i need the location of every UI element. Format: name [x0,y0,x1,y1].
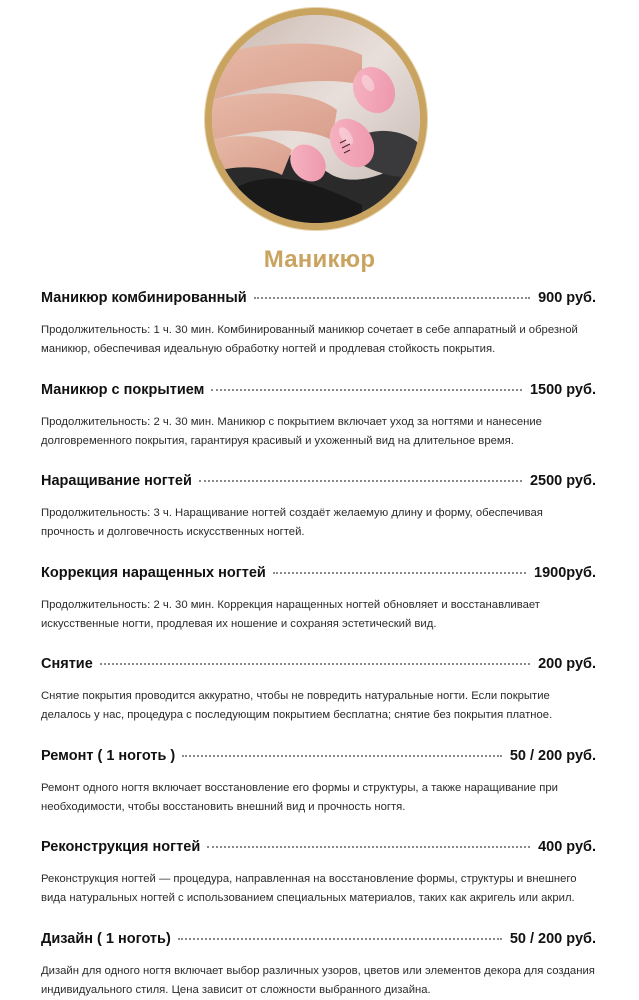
service-description: Продолжительность: 2 ч. 30 мин. Маникюр с покрытием включает уход за ногтями и нанесение долговременного покрытия, гарантируя красивый и ухоженный вид на длительное время. [41,415,542,447]
service-price: 2500 руб. [529,473,596,489]
service-price: 1900руб. [534,564,596,581]
service-header [41,382,596,402]
service-header [41,656,596,676]
page-title: Маникюр [263,246,376,273]
service-name: Маникюр комбинированный [41,290,247,306]
dotted-leader [207,846,530,848]
service-name: Ремонт ( 1 ноготь ) [41,747,176,764]
service-name: Маникюр с покрытием [41,381,205,398]
service-header [41,290,596,310]
service-description: Ремонт одного ногтя включает восстановление его формы и структуры, а также наращивание при необходимости, чтобы восстановить внешний вид и прочность ногтя. [41,781,558,813]
service-description: Продолжительность: 3 ч. Наращивание ногтей создаёт желаемую длину и форму, обеспечивая прочность и долговечность искусственных ногтей. [41,507,543,538]
service-name: Реконструкция ногтей [41,839,201,855]
service-price: 400 руб. [538,839,596,855]
service-price: 1500 руб. [529,381,596,398]
service-item [41,473,596,565]
dotted-leader [273,572,526,574]
service-price: 50 / 200 руб. [509,747,596,764]
service-header [41,565,596,585]
dotted-leader [100,663,530,665]
service-item [41,565,596,657]
service-header [41,839,596,859]
service-name: Наращивание ногтей [41,473,192,489]
service-price: 900 руб. [538,290,596,306]
service-header [41,748,596,768]
service-price: 200 руб. [538,656,596,672]
service-description: Продолжительность: 1 ч. 30 мин. Комбинированный маникюр сочетает в себе аппаратный и обрезной маникюр, обеспечивая идеальную обработку ногтей и продлевая стойкость покрытия. [41,324,578,355]
service-item [41,839,596,931]
service-name: Дизайн ( 1 ноготь) [41,930,171,947]
dotted-leader [182,755,502,757]
service-header [41,931,596,951]
service-description: Реконструкция ногтей — процедура, направленная на восстановление формы, структуры и внешнего вида натуральных ногтей с использованием специальных материалов, таких как акригель или акрил. [41,873,577,904]
service-price: 50 / 200 руб. [509,930,596,947]
service-item [41,382,596,474]
service-item [41,290,596,382]
service-item [41,931,596,1000]
service-item [41,656,596,748]
service-name: Снятие [41,656,93,672]
dotted-leader [254,297,530,299]
service-header [41,473,596,493]
service-name: Коррекция наращенных ногтей [41,564,266,581]
service-description: Дизайн для одного ногтя включает выбор различных узоров, цветов или элементов декора для создания индивидуального стиля. Цена зависит от сложности выбранного дизайна. [41,964,595,996]
manicure-photo-icon [212,15,420,223]
service-description: Продолжительность: 2 ч. 30 мин. Коррекция наращенных ногтей обновляет и восстанавливает искусственные ногти, продлевая их ношение и сохраняя эстетический вид. [41,598,540,630]
service-description: Снятие покрытия проводится аккуратно, чтобы не повредить натуральные ногти. Если покрытие делалось у нас, процедура с последующим покрытием бесплатна; снятие без покрытия платное. [41,690,553,721]
dotted-leader [199,480,522,482]
service-item [41,748,596,840]
service-list [41,290,596,1000]
dotted-leader [178,938,502,940]
dotted-leader [211,389,522,391]
